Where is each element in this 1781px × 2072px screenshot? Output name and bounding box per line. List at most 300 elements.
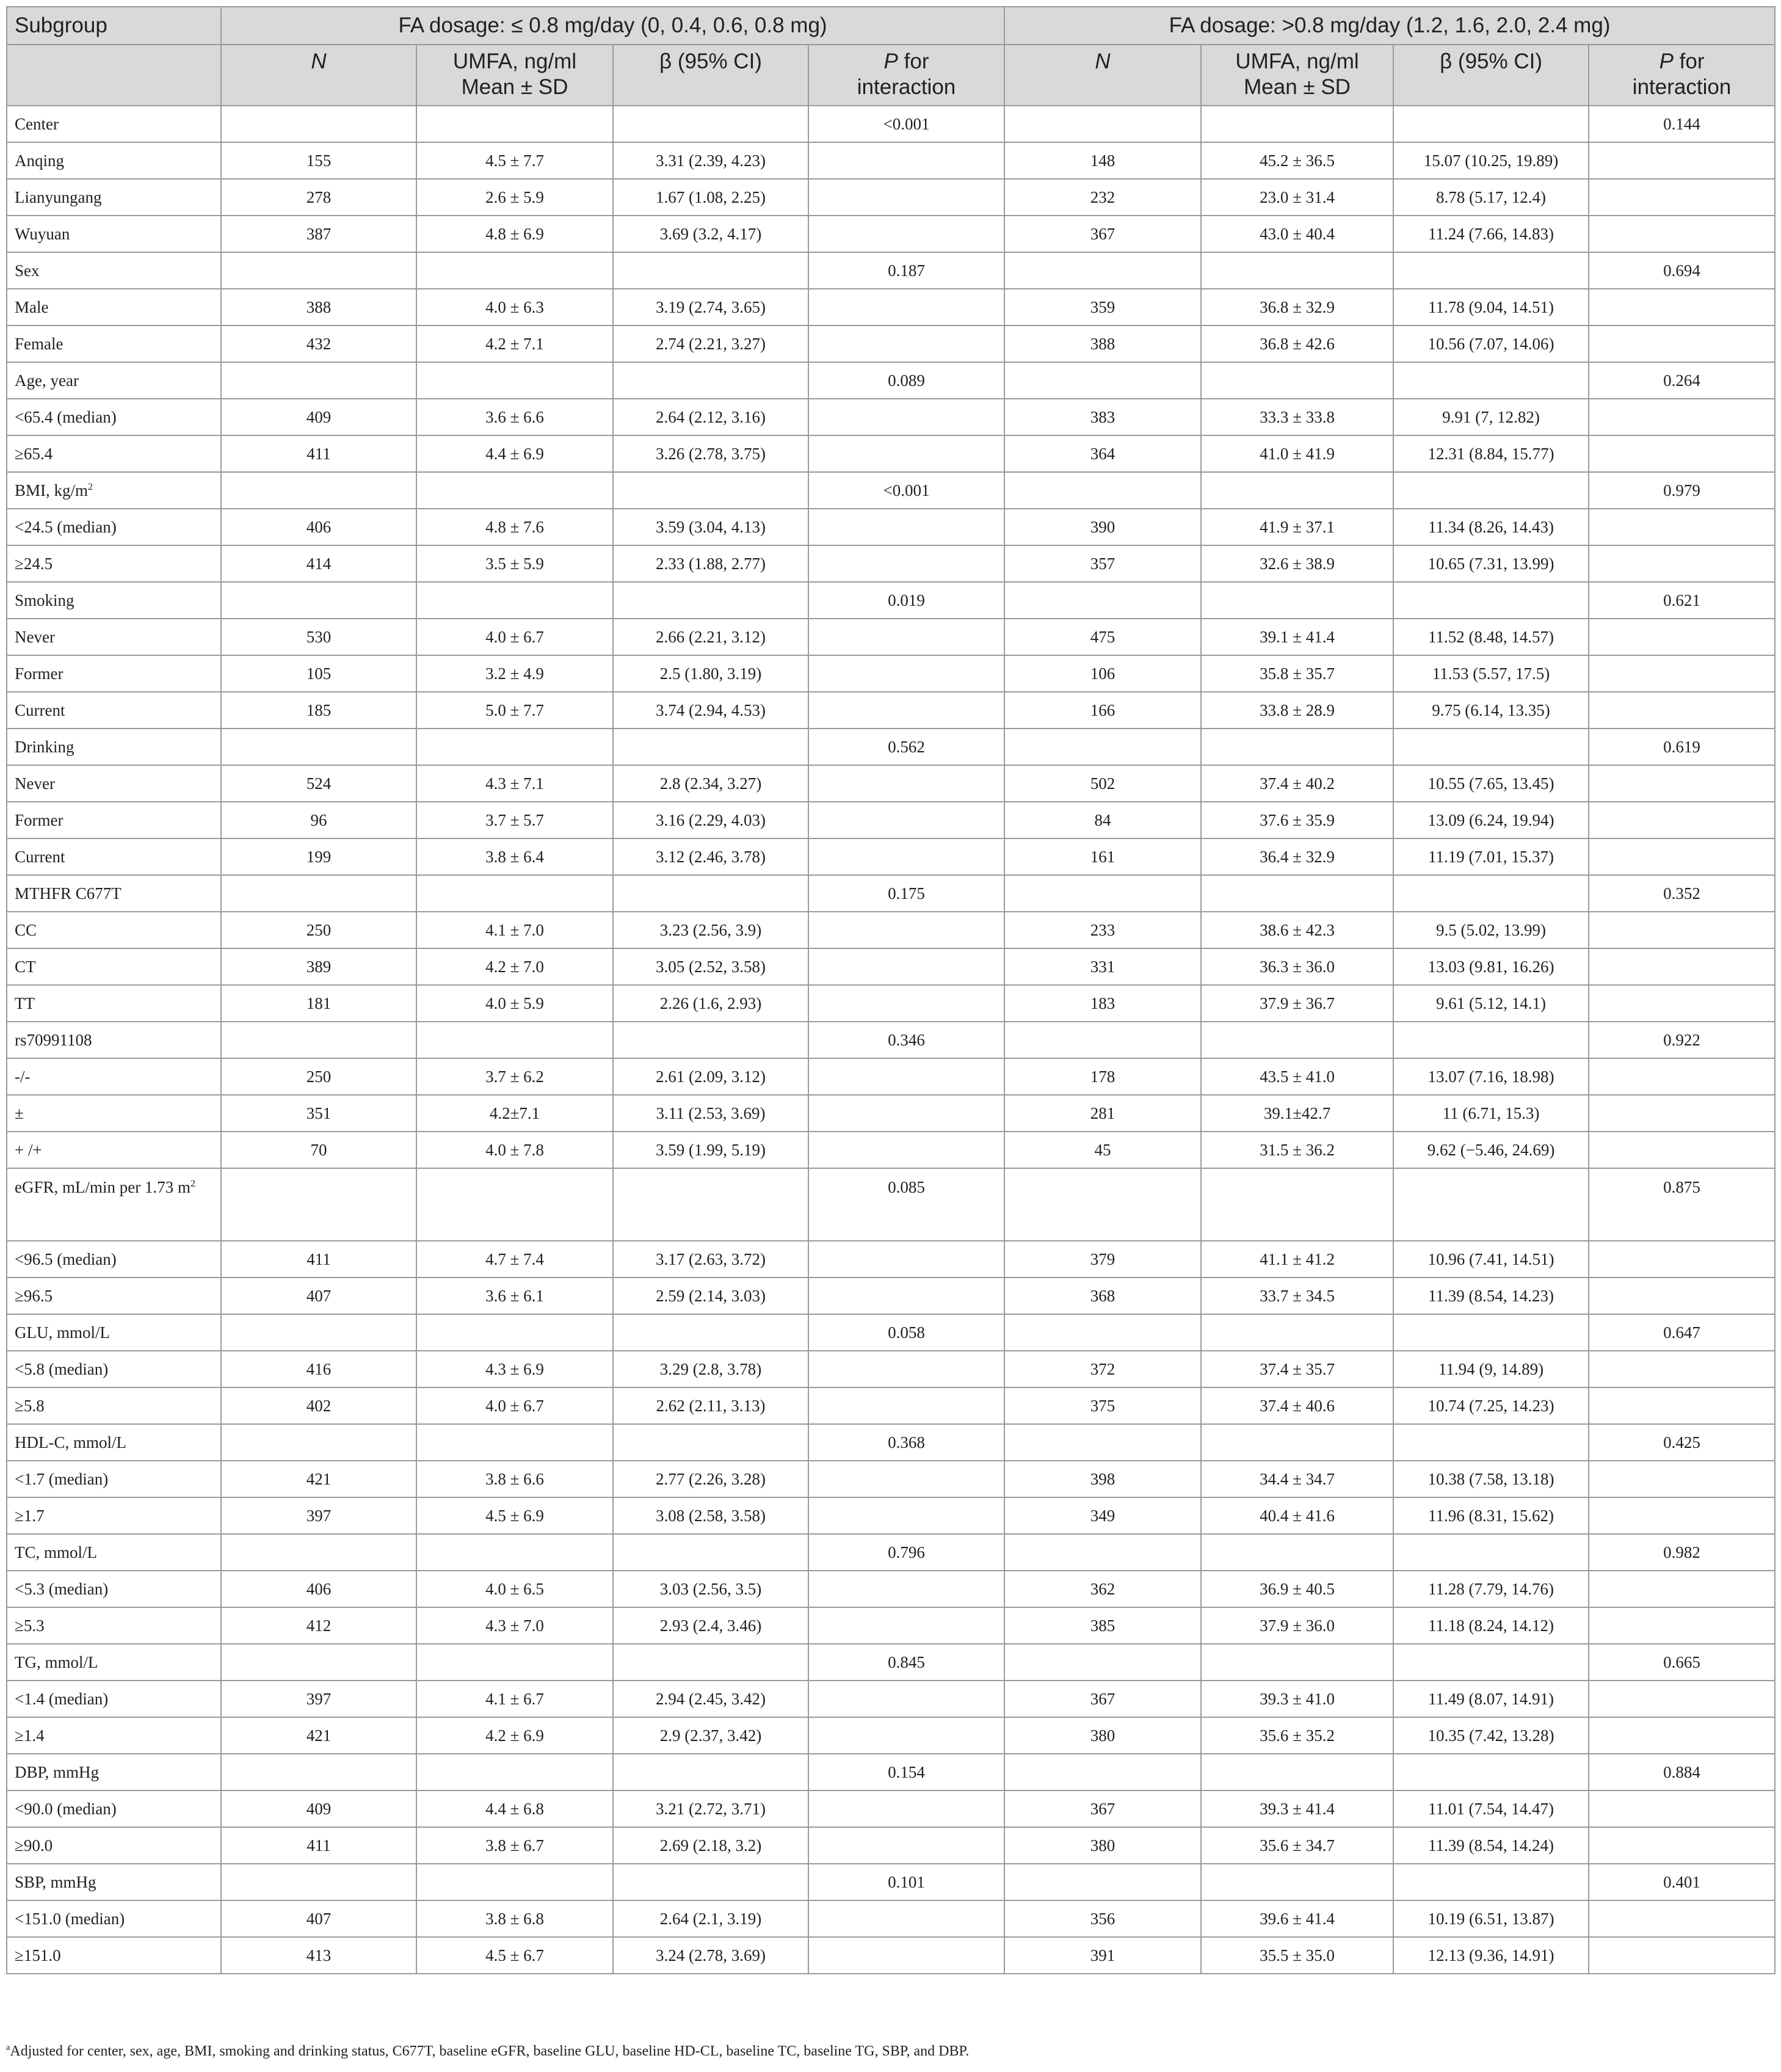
table-row — [7, 106, 1775, 142]
cell-beta-high: 9.75 (6.14, 13.35) — [1393, 692, 1589, 729]
cell-umfa-high: 39.3 ± 41.0 — [1201, 1681, 1393, 1717]
table-row — [7, 1644, 1775, 1681]
cell-p-high — [1589, 1717, 1775, 1754]
table-row — [7, 692, 1775, 729]
cell-n-low: 199 — [221, 838, 416, 875]
subgroup-label: TC, mmol/L — [15, 1543, 97, 1561]
footnote-marker: a — [6, 2043, 10, 2052]
cell-beta-high — [1393, 1022, 1589, 1058]
cell-beta-high: 9.61 (5.12, 14.1) — [1393, 985, 1589, 1022]
cell-subgroup — [7, 1900, 221, 1937]
header-umfa — [416, 45, 613, 106]
subgroup-label: ≥90.0 — [15, 1836, 53, 1855]
subgroup-label: Lianyungang — [15, 187, 102, 206]
cell-beta-high — [1393, 362, 1589, 399]
cell-n-low: 250 — [221, 1058, 416, 1095]
cell-n-low: 397 — [221, 1681, 416, 1717]
table-row — [7, 619, 1775, 655]
cell-beta-low: 2.94 (2.45, 3.42) — [613, 1681, 808, 1717]
cell-beta-low: 3.17 (2.63, 3.72) — [613, 1241, 808, 1278]
cell-beta-high: 11.18 (8.24, 14.12) — [1393, 1607, 1589, 1644]
cell-p-low — [808, 1571, 1004, 1607]
cell-subgroup — [7, 729, 221, 765]
cell-p-low — [808, 142, 1004, 179]
cell-umfa-low: 4.7 ± 7.4 — [416, 1241, 613, 1278]
subgroup-label: Current — [15, 847, 65, 866]
cell-p-high — [1589, 216, 1775, 252]
cell-beta-low: 2.5 (1.80, 3.19) — [613, 655, 808, 692]
cell-subgroup — [7, 1314, 221, 1351]
cell-umfa-low: 4.5 ± 7.7 — [416, 142, 613, 179]
cell-umfa-low: 4.3 ± 7.1 — [416, 765, 613, 802]
cell-n-high: 357 — [1004, 545, 1201, 582]
cell-beta-low: 2.62 (2.11, 3.13) — [613, 1387, 808, 1424]
cell-p-low — [808, 1827, 1004, 1864]
header-p-italic: P — [1659, 49, 1674, 73]
cell-p-high — [1589, 399, 1775, 435]
cell-umfa-low: 3.6 ± 6.6 — [416, 399, 613, 435]
cell-subgroup — [7, 1424, 221, 1461]
cell-p-high — [1589, 619, 1775, 655]
table-row — [7, 435, 1775, 472]
cell-p-high — [1589, 912, 1775, 948]
cell-p-low — [808, 1790, 1004, 1827]
table-row — [7, 948, 1775, 985]
cell-p-low — [808, 399, 1004, 435]
cell-beta-high — [1393, 252, 1589, 289]
cell-umfa-high: 36.8 ± 32.9 — [1201, 289, 1393, 325]
cell-n-low: 416 — [221, 1351, 416, 1387]
cell-n-high — [1004, 362, 1201, 399]
table-row — [7, 1022, 1775, 1058]
subgroup-label: rs70991108 — [15, 1030, 92, 1049]
header-group-low: FA dosage: ≤ 0.8 mg/day (0, 0.4, 0.6, 0.8 mg) — [221, 7, 1004, 45]
cell-p-low — [808, 1241, 1004, 1278]
cell-subgroup — [7, 435, 221, 472]
cell-umfa-low: 4.0 ± 7.8 — [416, 1132, 613, 1168]
cell-subgroup — [7, 1717, 221, 1754]
cell-n-low: 388 — [221, 289, 416, 325]
header-group-high: FA dosage: >0.8 mg/day (1.2, 1.6, 2.0, 2.4 mg) — [1004, 7, 1775, 45]
subgroup-label: <65.4 (median) — [15, 407, 117, 426]
table-row — [7, 325, 1775, 362]
cell-umfa-high: 43.0 ± 40.4 — [1201, 216, 1393, 252]
subgroup-label: Sex — [15, 261, 40, 280]
cell-beta-low — [613, 1022, 808, 1058]
cell-n-low — [221, 472, 416, 509]
cell-beta-low — [613, 875, 808, 912]
cell-subgroup — [7, 399, 221, 435]
cell-subgroup — [7, 1278, 221, 1314]
cell-umfa-high: 35.5 ± 35.0 — [1201, 1937, 1393, 1974]
cell-p-low — [808, 1351, 1004, 1387]
cell-beta-high — [1393, 1644, 1589, 1681]
cell-n-high: 379 — [1004, 1241, 1201, 1278]
cell-umfa-high: 36.9 ± 40.5 — [1201, 1571, 1393, 1607]
subgroup-label: Former — [15, 664, 63, 683]
cell-n-high: 375 — [1004, 1387, 1201, 1424]
header-n — [1004, 45, 1201, 106]
subgroup-label: Age, year — [15, 371, 79, 390]
cell-p-high: 0.144 — [1589, 106, 1775, 142]
table-row — [7, 1607, 1775, 1644]
cell-n-low: 406 — [221, 509, 416, 545]
cell-umfa-low: 3.7 ± 5.7 — [416, 802, 613, 838]
table-row — [7, 1571, 1775, 1607]
subgroup-label: <5.8 (median) — [15, 1359, 109, 1378]
table-row — [7, 1461, 1775, 1497]
cell-subgroup — [7, 509, 221, 545]
cell-n-low — [221, 1644, 416, 1681]
cell-n-high: 391 — [1004, 1937, 1201, 1974]
cell-p-low: 0.058 — [808, 1314, 1004, 1351]
cell-umfa-high: 40.4 ± 41.6 — [1201, 1497, 1393, 1534]
cell-p-low: 0.089 — [808, 362, 1004, 399]
cell-beta-high — [1393, 875, 1589, 912]
cell-umfa-low — [416, 1424, 613, 1461]
cell-p-high — [1589, 1607, 1775, 1644]
cell-n-low: 70 — [221, 1132, 416, 1168]
cell-beta-low: 3.12 (2.46, 3.78) — [613, 838, 808, 875]
subgroup-label: Former — [15, 810, 63, 829]
cell-p-low — [808, 1058, 1004, 1095]
cell-n-high: 367 — [1004, 1790, 1201, 1827]
cell-p-high — [1589, 1278, 1775, 1314]
cell-umfa-low: 3.8 ± 6.7 — [416, 1827, 613, 1864]
subgroup-label: DBP, mmHg — [15, 1762, 100, 1781]
cell-p-low: <0.001 — [808, 472, 1004, 509]
table-row — [7, 729, 1775, 765]
table-row — [7, 1241, 1775, 1278]
table-container — [6, 6, 1774, 1974]
subgroup-label: GLU, mmol/L — [15, 1323, 110, 1342]
subgroup-label: Current — [15, 700, 65, 719]
table-row — [7, 582, 1775, 619]
cell-n-low — [221, 1864, 416, 1900]
cell-subgroup — [7, 1534, 221, 1571]
cell-subgroup — [7, 179, 221, 216]
cell-beta-low: 3.74 (2.94, 4.53) — [613, 692, 808, 729]
cell-umfa-high: 35.6 ± 34.7 — [1201, 1827, 1393, 1864]
cell-beta-high: 11.52 (8.48, 14.57) — [1393, 619, 1589, 655]
cell-subgroup — [7, 1864, 221, 1900]
cell-beta-low — [613, 1168, 808, 1241]
cell-p-low — [808, 1717, 1004, 1754]
header-umfa-line1: UMFA, ng/ml — [452, 49, 577, 73]
cell-n-high: 367 — [1004, 1681, 1201, 1717]
cell-n-low: 411 — [221, 1241, 416, 1278]
cell-p-low — [808, 692, 1004, 729]
cell-umfa-high: 39.1±42.7 — [1201, 1095, 1393, 1132]
cell-n-low — [221, 1168, 416, 1241]
header-subgroup: Subgroup — [7, 7, 221, 45]
cell-subgroup — [7, 142, 221, 179]
cell-subgroup — [7, 802, 221, 838]
cell-beta-low: 3.59 (3.04, 4.13) — [613, 509, 808, 545]
table-row — [7, 399, 1775, 435]
table-row — [7, 838, 1775, 875]
cell-umfa-high: 37.9 ± 36.7 — [1201, 985, 1393, 1022]
cell-n-low — [221, 875, 416, 912]
cell-subgroup — [7, 619, 221, 655]
cell-beta-low: 3.05 (2.52, 3.58) — [613, 948, 808, 985]
cell-n-high: 232 — [1004, 179, 1201, 216]
cell-p-high — [1589, 1827, 1775, 1864]
header-umfa-line2: Mean ± SD — [1244, 75, 1351, 99]
cell-beta-low: 2.64 (2.12, 3.16) — [613, 399, 808, 435]
subgroup-label: Male — [15, 297, 49, 316]
cell-p-high: 0.982 — [1589, 1534, 1775, 1571]
header-beta: β (95% CI) — [613, 45, 808, 106]
cell-beta-low: 2.64 (2.1, 3.19) — [613, 1900, 808, 1937]
cell-n-high: 388 — [1004, 325, 1201, 362]
subgroup-label: CC — [15, 920, 37, 939]
cell-beta-high: 11.34 (8.26, 14.43) — [1393, 509, 1589, 545]
header-n-text: N — [311, 49, 327, 73]
table-row — [7, 142, 1775, 179]
cell-p-high — [1589, 1571, 1775, 1607]
cell-p-high — [1589, 1900, 1775, 1937]
cell-p-high — [1589, 948, 1775, 985]
cell-beta-high: 11.28 (7.79, 14.76) — [1393, 1571, 1589, 1607]
cell-n-low — [221, 252, 416, 289]
cell-umfa-high: 35.8 ± 35.7 — [1201, 655, 1393, 692]
cell-n-low: 421 — [221, 1717, 416, 1754]
cell-p-high — [1589, 985, 1775, 1022]
cell-p-high: 0.979 — [1589, 472, 1775, 509]
cell-subgroup — [7, 655, 221, 692]
cell-p-low — [808, 655, 1004, 692]
cell-beta-low: 3.08 (2.58, 3.58) — [613, 1497, 808, 1534]
table-row — [7, 1937, 1775, 1974]
cell-umfa-high: 23.0 ± 31.4 — [1201, 179, 1393, 216]
cell-p-low: <0.001 — [808, 106, 1004, 142]
cell-n-low: 351 — [221, 1095, 416, 1132]
cell-n-low: 96 — [221, 802, 416, 838]
cell-p-high: 0.922 — [1589, 1022, 1775, 1058]
subgroup-label: Wuyuan — [15, 224, 70, 243]
cell-n-high: 233 — [1004, 912, 1201, 948]
header-p-rest: for — [898, 49, 929, 73]
footnote — [6, 2042, 969, 2060]
table-row — [7, 1717, 1775, 1754]
cell-umfa-high: 37.4 ± 40.6 — [1201, 1387, 1393, 1424]
subgroup-label: ≥5.3 — [15, 1616, 45, 1635]
cell-subgroup — [7, 1754, 221, 1790]
cell-p-low — [808, 619, 1004, 655]
cell-p-low — [808, 545, 1004, 582]
cell-n-low — [221, 582, 416, 619]
header-p-interaction — [808, 45, 1004, 106]
table-row — [7, 1754, 1775, 1790]
subgroup-label: ≥151.0 — [15, 1946, 61, 1965]
cell-beta-high: 11 (6.71, 15.3) — [1393, 1095, 1589, 1132]
cell-beta-low: 2.66 (2.21, 3.12) — [613, 619, 808, 655]
table-row — [7, 1132, 1775, 1168]
cell-p-low — [808, 912, 1004, 948]
cell-beta-high: 11.96 (8.31, 15.62) — [1393, 1497, 1589, 1534]
cell-beta-high — [1393, 582, 1589, 619]
cell-n-low: 414 — [221, 545, 416, 582]
cell-beta-high: 10.19 (6.51, 13.87) — [1393, 1900, 1589, 1937]
cell-subgroup — [7, 1681, 221, 1717]
cell-beta-high — [1393, 1754, 1589, 1790]
cell-n-high — [1004, 1424, 1201, 1461]
header-beta: β (95% CI) — [1393, 45, 1589, 106]
cell-beta-low: 3.16 (2.29, 4.03) — [613, 802, 808, 838]
cell-umfa-high: 39.1 ± 41.4 — [1201, 619, 1393, 655]
table-row — [7, 1790, 1775, 1827]
cell-p-low: 0.845 — [808, 1644, 1004, 1681]
table-row — [7, 1095, 1775, 1132]
cell-n-high: 475 — [1004, 619, 1201, 655]
cell-n-low: 402 — [221, 1387, 416, 1424]
header-p-rest: for — [1673, 49, 1705, 73]
cell-subgroup — [7, 985, 221, 1022]
cell-beta-low: 3.19 (2.74, 3.65) — [613, 289, 808, 325]
cell-p-low — [808, 179, 1004, 216]
cell-umfa-low: 4.8 ± 6.9 — [416, 216, 613, 252]
cell-beta-high: 11.49 (8.07, 14.91) — [1393, 1681, 1589, 1717]
cell-umfa-low: 4.5 ± 6.9 — [416, 1497, 613, 1534]
cell-umfa-high: 37.9 ± 36.0 — [1201, 1607, 1393, 1644]
cell-p-high: 0.619 — [1589, 729, 1775, 765]
cell-beta-high: 11.39 (8.54, 14.23) — [1393, 1278, 1589, 1314]
table-body — [7, 106, 1775, 1974]
cell-p-high — [1589, 1937, 1775, 1974]
cell-n-high — [1004, 1168, 1201, 1241]
cell-beta-low: 2.93 (2.4, 3.46) — [613, 1607, 808, 1644]
cell-n-low: 412 — [221, 1607, 416, 1644]
cell-beta-low: 2.33 (1.88, 2.77) — [613, 545, 808, 582]
cell-beta-low — [613, 252, 808, 289]
cell-beta-high: 11.24 (7.66, 14.83) — [1393, 216, 1589, 252]
cell-beta-high: 10.56 (7.07, 14.06) — [1393, 325, 1589, 362]
table-row — [7, 1681, 1775, 1717]
cell-umfa-low — [416, 472, 613, 509]
cell-beta-high: 10.65 (7.31, 13.99) — [1393, 545, 1589, 582]
cell-n-low — [221, 1424, 416, 1461]
header-n — [221, 45, 416, 106]
cell-n-high: 362 — [1004, 1571, 1201, 1607]
cell-umfa-high — [1201, 875, 1393, 912]
cell-n-high: 359 — [1004, 289, 1201, 325]
cell-umfa-high: 33.3 ± 33.8 — [1201, 399, 1393, 435]
cell-p-low — [808, 1461, 1004, 1497]
cell-umfa-low: 4.0 ± 6.7 — [416, 619, 613, 655]
cell-n-high — [1004, 582, 1201, 619]
cell-umfa-high: 36.4 ± 32.9 — [1201, 838, 1393, 875]
cell-beta-high: 9.5 (5.02, 13.99) — [1393, 912, 1589, 948]
cell-p-high — [1589, 1497, 1775, 1534]
subgroup-label: eGFR, mL/min per 1.73 m — [15, 1178, 190, 1196]
subgroup-label: ≥24.5 — [15, 554, 53, 573]
cell-subgroup — [7, 1058, 221, 1095]
cell-umfa-low: 4.0 ± 6.7 — [416, 1387, 613, 1424]
table-row — [7, 216, 1775, 252]
cell-subgroup — [7, 1022, 221, 1058]
cell-umfa-high: 33.8 ± 28.9 — [1201, 692, 1393, 729]
cell-p-high: 0.665 — [1589, 1644, 1775, 1681]
cell-p-low — [808, 509, 1004, 545]
cell-beta-high: 12.13 (9.36, 14.91) — [1393, 1937, 1589, 1974]
cell-umfa-low: 4.4 ± 6.9 — [416, 435, 613, 472]
cell-umfa-low — [416, 252, 613, 289]
cell-umfa-high — [1201, 106, 1393, 142]
cell-umfa-high: 41.9 ± 37.1 — [1201, 509, 1393, 545]
cell-umfa-high — [1201, 1754, 1393, 1790]
table-row — [7, 545, 1775, 582]
cell-p-high — [1589, 802, 1775, 838]
cell-n-low: 387 — [221, 216, 416, 252]
cell-beta-low — [613, 1314, 808, 1351]
cell-p-low — [808, 289, 1004, 325]
cell-p-high: 0.425 — [1589, 1424, 1775, 1461]
cell-p-low: 0.175 — [808, 875, 1004, 912]
cell-beta-high: 12.31 (8.84, 15.77) — [1393, 435, 1589, 472]
cell-subgroup — [7, 838, 221, 875]
cell-n-high: 390 — [1004, 509, 1201, 545]
cell-n-high: 183 — [1004, 985, 1201, 1022]
cell-n-low: 409 — [221, 1790, 416, 1827]
cell-beta-high: 11.39 (8.54, 14.24) — [1393, 1827, 1589, 1864]
cell-umfa-low: 4.0 ± 5.9 — [416, 985, 613, 1022]
subgroup-label: <90.0 (median) — [15, 1799, 117, 1818]
cell-umfa-low: 3.7 ± 6.2 — [416, 1058, 613, 1095]
cell-p-low — [808, 1900, 1004, 1937]
cell-n-high — [1004, 1534, 1201, 1571]
cell-n-high: 398 — [1004, 1461, 1201, 1497]
cell-p-low — [808, 838, 1004, 875]
cell-beta-low: 2.61 (2.09, 3.12) — [613, 1058, 808, 1095]
cell-umfa-high — [1201, 1314, 1393, 1351]
cell-n-high: 364 — [1004, 435, 1201, 472]
cell-beta-low: 2.69 (2.18, 3.2) — [613, 1827, 808, 1864]
cell-p-high — [1589, 1790, 1775, 1827]
cell-subgroup — [7, 1095, 221, 1132]
cell-p-low — [808, 1937, 1004, 1974]
cell-p-high: 0.621 — [1589, 582, 1775, 619]
header-p-interaction — [1589, 45, 1775, 106]
header-umfa-line2: Mean ± SD — [461, 75, 568, 99]
cell-n-high: 106 — [1004, 655, 1201, 692]
cell-umfa-low: 4.2±7.1 — [416, 1095, 613, 1132]
cell-p-low: 0.796 — [808, 1534, 1004, 1571]
cell-p-low: 0.085 — [808, 1168, 1004, 1241]
cell-beta-low — [613, 472, 808, 509]
cell-subgroup — [7, 1351, 221, 1387]
header-blank — [7, 45, 221, 106]
cell-beta-low — [613, 1864, 808, 1900]
cell-beta-high: 9.91 (7, 12.82) — [1393, 399, 1589, 435]
subgroup-label: <96.5 (median) — [15, 1249, 117, 1268]
cell-n-low: 250 — [221, 912, 416, 948]
cell-n-high: 502 — [1004, 765, 1201, 802]
cell-n-low: 409 — [221, 399, 416, 435]
cell-p-low — [808, 1387, 1004, 1424]
cell-umfa-high — [1201, 252, 1393, 289]
table-row — [7, 1058, 1775, 1095]
cell-n-high — [1004, 875, 1201, 912]
cell-umfa-low — [416, 1314, 613, 1351]
cell-beta-high — [1393, 106, 1589, 142]
cell-p-low — [808, 1132, 1004, 1168]
subgroup-table — [6, 6, 1776, 1974]
cell-n-low: 413 — [221, 1937, 416, 1974]
cell-beta-low: 3.21 (2.72, 3.71) — [613, 1790, 808, 1827]
cell-subgroup — [7, 1827, 221, 1864]
cell-beta-low: 3.26 (2.78, 3.75) — [613, 435, 808, 472]
